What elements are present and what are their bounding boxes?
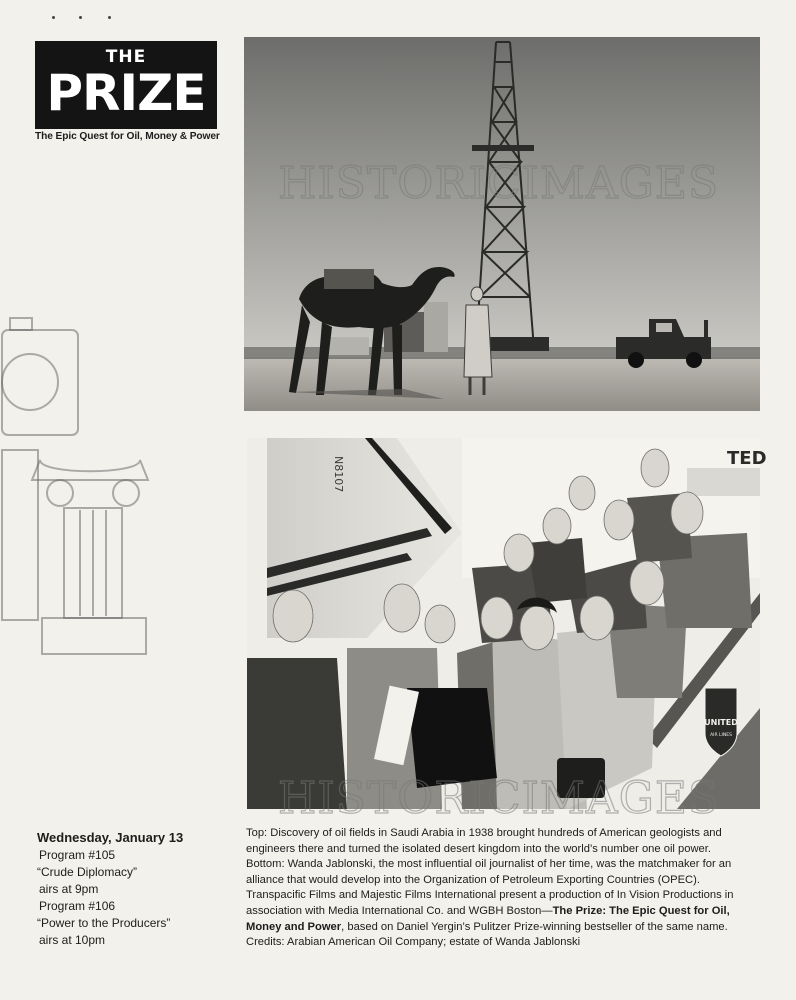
program-title-1: “Crude Diplomacy” [37, 865, 138, 879]
schedule-date: Wednesday, January 13 [37, 830, 184, 845]
watermark-text-bottom: HISTORICIMAGES [278, 773, 720, 824]
program-number-2: Program #106 [39, 899, 116, 913]
tail-number: N8107 [332, 456, 345, 493]
decorative-dot [79, 16, 82, 19]
credits-title: The Prize: The Epic Quest for Oil, Money and Power [246, 904, 730, 933]
photo-caption [246, 826, 766, 951]
photo-camel-derrick [244, 37, 760, 411]
united-sign: UNITED [704, 718, 738, 727]
credits-intro: Transpacific Films and Majestic Films International present a production of In Vision Productions in association with Media International Co. and WGBH Boston— [246, 889, 734, 917]
show-logo [35, 41, 217, 129]
caption-bottom: Bottom: Wanda Jablonski, the most influential oil journalist of her time, was the matchmaker for an alliance that would develop into the Organization of Petroleum Exporting Countries (OPEC). [246, 858, 732, 886]
program-time-2: airs at 10pm [39, 933, 106, 947]
decorative-dot [108, 16, 111, 19]
program-time-1: airs at 9pm [39, 882, 99, 896]
logo-the: THE [105, 47, 147, 67]
logo-tagline: The Epic Quest for Oil, Money & Power [35, 131, 220, 142]
camel-derrick-image [244, 37, 760, 411]
photo-plane-group [247, 438, 767, 809]
united-shield [704, 688, 738, 756]
united-sign-sub: AIR LINES [710, 733, 732, 738]
caption-credits [246, 888, 766, 950]
logo-prize: PRIZE [46, 64, 206, 122]
plane-group-image [247, 438, 767, 809]
caption-top: Top: Discovery of oil fields in Saudi Arabia in 1938 brought hundreds of American geologists and engineers there and turned the isolated desert kingdom into the world’s number one oil power. [246, 827, 722, 855]
fuselage-letters: TED [727, 448, 767, 469]
program-title-2: “Power to the Producers” [37, 916, 171, 930]
credits-rest: , based on Daniel Yergin’s Pulitzer Prize-winning bestseller of the same name. Credits: Arabian American Oil Company; estate of Wanda Jablonski [246, 920, 728, 949]
watermark-logo [0, 310, 160, 660]
program-number-1: Program #105 [39, 848, 116, 862]
decorative-dot [52, 16, 55, 19]
watermark-text-top: HISTORICIMAGES [278, 158, 720, 209]
broadcast-schedule [37, 829, 237, 949]
